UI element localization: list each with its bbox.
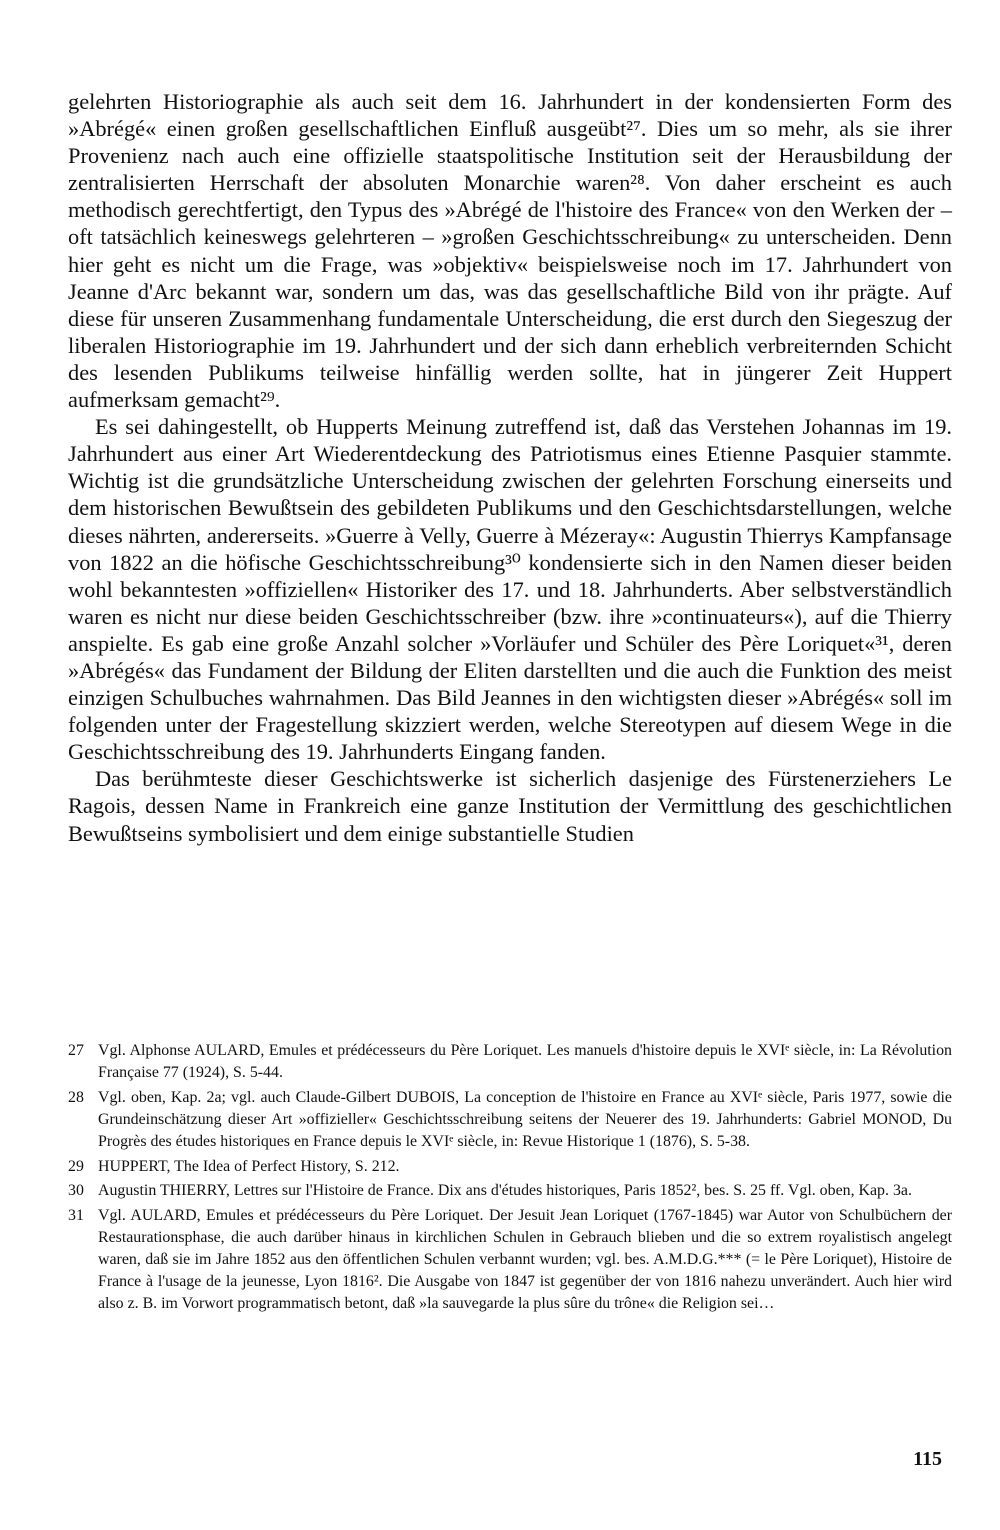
- footnote-28: [68, 1087, 952, 1153]
- footnote-text: Vgl. oben, Kap. 2a; vgl. auch Claude-Gilbert DUBOIS, La conception de l'histoire en France au XVIᵉ siècle, Paris 1977, sowie die Grundeinschätzung dieser Art »offizieller« Geschichtsschreibung seitens der Neuerer des 19. Jahrhunderts: Gabriel MONOD, Du Progrès des études historiques en France depuis le XVIᵉ siècle, in: Revue Historique 1 (1876), S. 5-38.: [98, 1088, 952, 1150]
- paragraph-1: gelehrten Historiographie als auch seit dem 16. Jahrhundert in der kondensierten Form des »Abrégé« einen großen gesellschaftlichen Einfluß ausgeübt²⁷. Dies um so mehr, als sie ihrer Provenienz nach auch eine offizielle staatspolitische Institution seit der Herausbildung der zentralisierten Herrschaft der absoluten Monarchie waren²⁸. Von daher erscheint es auch methodisch gerechtfertigt, den Typus des »Abrégé de l'histoire des France« von den Werken der – oft tatsächlich keineswegs gelehrteren – »großen Geschichtsschreibung« zu unterscheiden. Denn hier geht es nicht um die Frage, was »objektiv« beispielsweise noch im 17. Jahrhundert von Jeanne d'Arc bekannt war, sondern um das, was das gesellschaftliche Bild von ihr prägte. Auf diese für unseren Zusammenhang fundamentale Unterscheidung, die erst durch den Siegeszug der liberalen Historiographie im 19. Jahrhundert und der sich dann erheblich verbreiternden Schicht des lesenden Publikums teilweise hinfällig werden sollte, hat in jüngerer Zeit Huppert aufmerksam gemacht²⁹.: [68, 89, 952, 413]
- footnote-31: [68, 1205, 952, 1315]
- footnote-number: 30: [68, 1182, 84, 1200]
- footnote-30: [68, 1180, 952, 1202]
- footnote-29: [68, 1156, 952, 1178]
- main-text: [68, 88, 952, 847]
- paragraph-3: Das berühmteste dieser Geschichtswerke ist sicherlich dasjenige des Fürstenerziehers Le Ragois, dessen Name in Frankreich eine ganze Institution der Vermittlung des geschichtlichen Bewußtseins symbolisiert und dem einige substantielle Studien: [68, 766, 952, 846]
- footnote-text: Augustin THIERRY, Lettres sur l'Histoire de France. Dix ans d'études historiques, Paris 1852², bes. S. 25 ff. Vgl. oben, Kap. 3a.: [98, 1182, 912, 1200]
- footnote-text: Vgl. AULARD, Emules et prédécesseurs du Père Loriquet. Der Jesuit Jean Loriquet (1767-1845) war Autor von Schulbüchern der Restaurationsphase, die auch darüber hinaus in kirchlichen Schulen in Gebrauch blieben und die so extrem royalistisch angelegt waren, daß sie im Jahre 1852 aus den öffentlichen Schulen verbannt wurden; vgl. bes. A.M.D.G.*** (= le Père Loriquet), Histoire de France à l'usage de la jeunesse, Lyon 1816². Die Ausgabe von 1847 ist gegenüber der von 1816 nahezu unverändert. Auch hier wird also z. B. im Vorwort programmatisch betont, daß »la sauvegarde la plus sûre du trône« die Religion sei…: [98, 1207, 952, 1312]
- footnote-number: 28: [68, 1088, 84, 1106]
- footnote-text: HUPPERT, The Idea of Perfect History, S. 212.: [98, 1157, 400, 1175]
- footnotes: [68, 1040, 952, 1318]
- footnote-number: 31: [68, 1207, 84, 1225]
- paragraph-2: Es sei dahingestellt, ob Hupperts Meinung zutreffend ist, daß das Verstehen Johannas im 19. Jahrhundert aus einer Art Wiederentdeckung des Patriotismus eines Etienne Pasquier stammte. Wichtig ist die grundsätzliche Unterscheidung zwischen der gelehrten Forschung einerseits und dem historischen Bewußtsein des gebildeten Publikums und den Geschichtsdarstellungen, welche dieses nährten, andererseits. »Guerre à Velly, Guerre à Mézeray«: Augustin Thierrys Kampfansage von 1822 an die höfische Geschichtsschreibung³⁰ kondensierte sich in den Namen dieser beiden wohl bekanntesten »offiziellen« Historiker des 17. und 18. Jahrhunderts. Aber selbstverständlich waren es nicht nur diese beiden Geschichtsschreiber (bzw. ihre »continuateurs«), auf die Thierry anspielte. Es gab eine große Anzahl solcher »Vorläufer und Schüler des Père Loriquet«³¹, deren »Abrégés« das Fundament der Bildung der Eliten darstellten und die auch die Funktion des meist einzigen Schulbuches wahrnahmen. Das Bild Jeannes in den wichtigsten dieser »Abrégés« soll im folgenden unter der Fragestellung skizziert werden, welche Stereotypen auf diesem Wege in die Geschichtsschreibung des 19. Jahrhunderts Eingang fanden.: [68, 414, 952, 765]
- footnote-text: Vgl. Alphonse AULARD, Emules et prédécesseurs du Père Loriquet. Les manuels d'histoire depuis le XVIᵉ siècle, in: La Révolution Française 77 (1924), S. 5-44.: [98, 1042, 952, 1081]
- footnote-number: 27: [68, 1042, 84, 1059]
- page-number: 115: [913, 1448, 942, 1470]
- footnote-number: 29: [68, 1157, 84, 1175]
- footnote-27: [68, 1040, 952, 1084]
